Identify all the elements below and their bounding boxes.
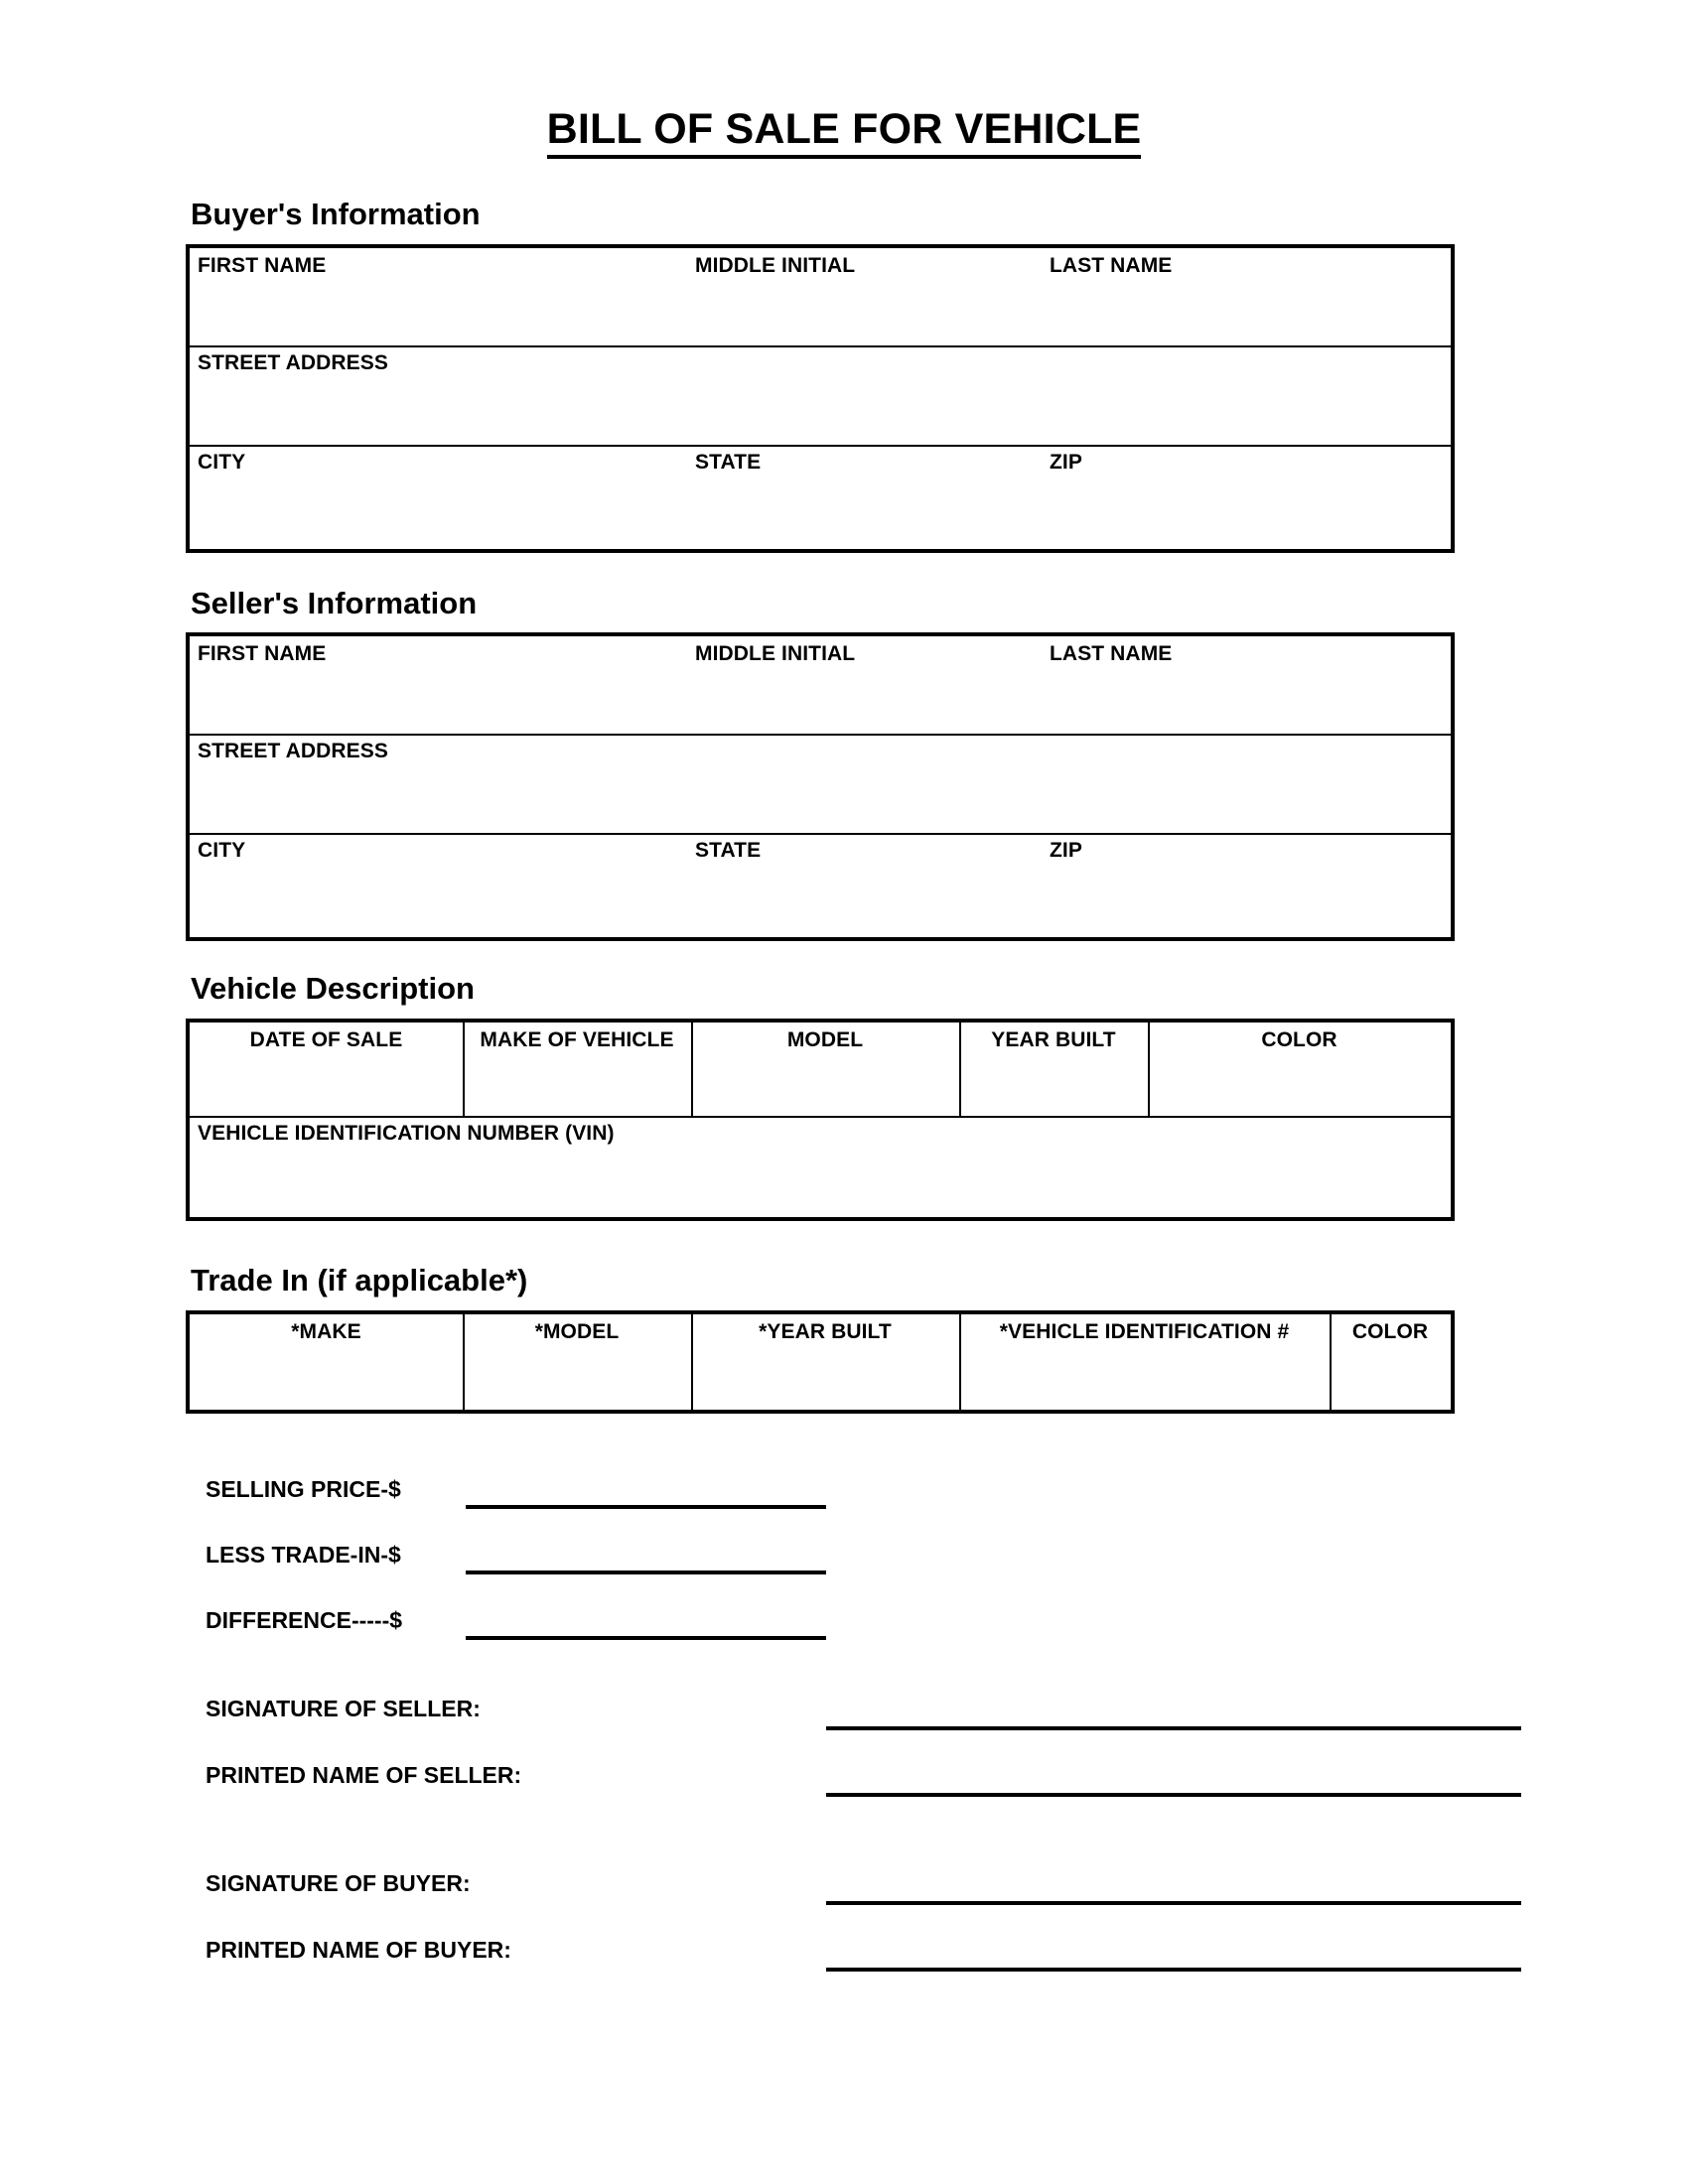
- selling-price-input-line[interactable]: [466, 1505, 826, 1509]
- trade-in-section-caption: Trade In (if applicable*): [191, 1263, 528, 1297]
- vehicle-description-box: [186, 1019, 1455, 1221]
- seller-last-name-label: LAST NAME: [1050, 642, 1173, 665]
- vehicle-column-model: MODEL: [786, 1028, 864, 1051]
- seller-information-box: [186, 632, 1455, 941]
- vehicle-section-caption: Vehicle Description: [191, 971, 475, 1006]
- vehicle-column-color: COLOR: [1261, 1028, 1337, 1051]
- less-trade-in-label: LESS TRADE-IN-$: [206, 1542, 401, 1568]
- trade-in-column-color: COLOR: [1351, 1320, 1429, 1343]
- buyer-city-row-divider: [190, 445, 1451, 447]
- seller-middle-initial-label: MIDDLE INITIAL: [695, 642, 856, 665]
- seller-first-name-label: FIRST NAME: [198, 642, 327, 665]
- seller-city-label: CITY: [198, 839, 246, 862]
- signature-of-seller-input-line[interactable]: [826, 1726, 1521, 1730]
- printed-name-of-seller-label: PRINTED NAME OF SELLER:: [206, 1762, 522, 1788]
- buyer-city-label: CITY: [198, 451, 246, 474]
- seller-zip-label: ZIP: [1050, 839, 1082, 862]
- trade-in-column-vehicle-identification: *VEHICLE IDENTIFICATION #: [999, 1320, 1290, 1343]
- trade-in-column-model: *MODEL: [534, 1320, 620, 1343]
- vehicle-column-date-of-sale: DATE OF SALE: [249, 1028, 403, 1051]
- buyer-section-caption: Buyer's Information: [191, 197, 481, 231]
- seller-city-row-divider: [190, 833, 1451, 835]
- trade-in-column-year-built: *YEAR BUILT: [759, 1320, 892, 1343]
- seller-section-caption: Seller's Information: [191, 586, 478, 620]
- seller-street-row-divider: [190, 734, 1451, 736]
- buyer-street-address-label: STREET ADDRESS: [198, 351, 388, 374]
- buyer-state-label: STATE: [695, 451, 762, 474]
- buyer-street-row-divider: [190, 345, 1451, 347]
- seller-street-address-label: STREET ADDRESS: [198, 740, 388, 762]
- selling-price-label: SELLING PRICE-$: [206, 1476, 401, 1502]
- difference-label: DIFFERENCE-----$: [206, 1607, 403, 1633]
- signature-of-seller-label: SIGNATURE OF SELLER:: [206, 1696, 481, 1721]
- page-title: [0, 105, 1688, 154]
- buyer-first-name-label: FIRST NAME: [198, 254, 327, 277]
- vehicle-column-make-of-vehicle: MAKE OF VEHICLE: [480, 1028, 674, 1051]
- buyer-information-box: [186, 244, 1455, 553]
- vehicle-column-year-built: YEAR BUILT: [991, 1028, 1116, 1051]
- vehicle-vin-row-divider: [190, 1116, 1451, 1118]
- signature-of-buyer-label: SIGNATURE OF BUYER:: [206, 1870, 471, 1896]
- signature-of-buyer-input-line[interactable]: [826, 1901, 1521, 1905]
- less-trade-in-input-line[interactable]: [466, 1570, 826, 1574]
- printed-name-of-buyer-label: PRINTED NAME OF BUYER:: [206, 1937, 511, 1963]
- page-title-text: BILL OF SALE FOR VEHICLE: [547, 105, 1142, 159]
- vehicle-vin-label: VEHICLE IDENTIFICATION NUMBER (VIN): [198, 1122, 615, 1145]
- buyer-last-name-label: LAST NAME: [1050, 254, 1173, 277]
- printed-name-of-seller-input-line[interactable]: [826, 1793, 1521, 1797]
- seller-state-label: STATE: [695, 839, 762, 862]
- printed-name-of-buyer-input-line[interactable]: [826, 1968, 1521, 1972]
- buyer-middle-initial-label: MIDDLE INITIAL: [695, 254, 856, 277]
- buyer-zip-label: ZIP: [1050, 451, 1082, 474]
- difference-input-line[interactable]: [466, 1636, 826, 1640]
- trade-in-column-make: *MAKE: [291, 1320, 361, 1343]
- trade-in-box: [186, 1310, 1455, 1414]
